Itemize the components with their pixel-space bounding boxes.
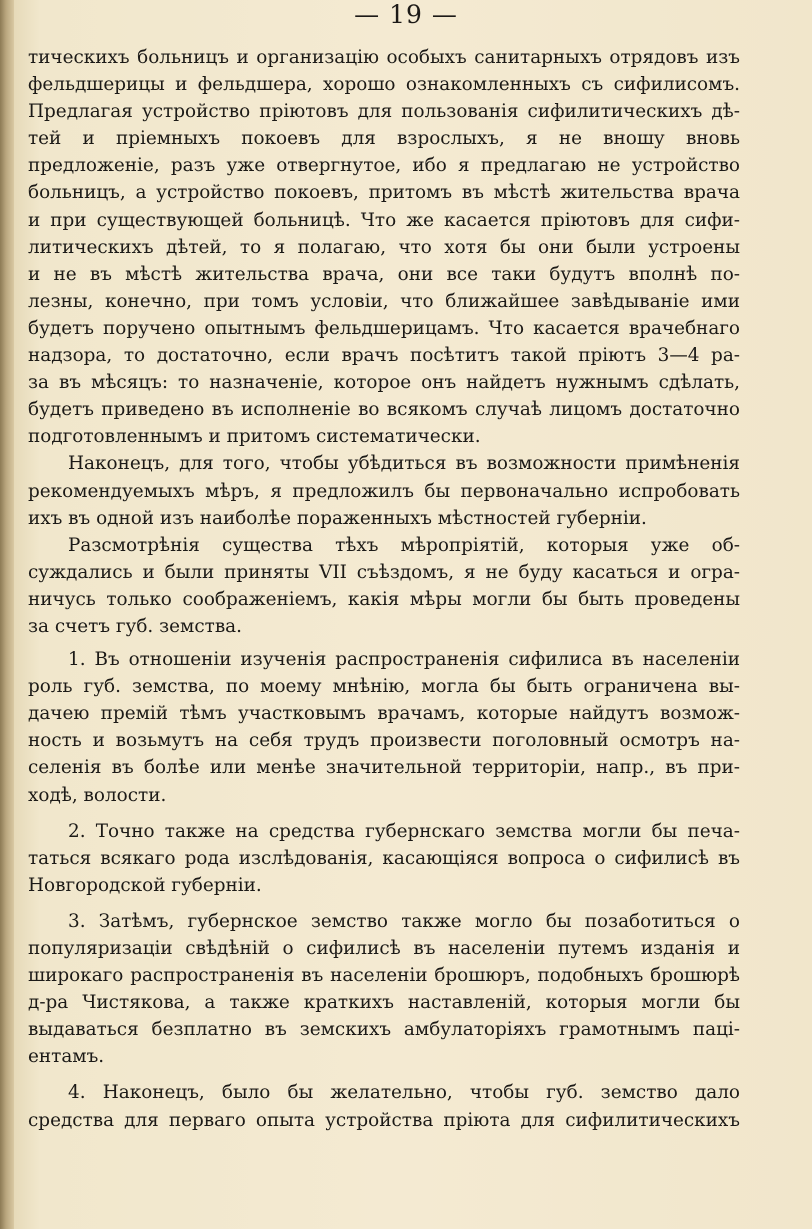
text-line: будетъ приведено въ исполненіе во всякомъ случаѣ лицомъ достаточно xyxy=(28,399,740,421)
text-line: 2. Точно также на средства губернскаго земства могли бы печа- xyxy=(68,820,740,842)
text-line: Наконецъ, для того, чтобы убѣдиться въ возможности примѣненія xyxy=(68,453,740,475)
text-line: широкаго распространенія въ населеніи брошюръ, подобныхъ брошюрѣ xyxy=(28,965,740,987)
text-line: литическихъ дѣтей, то я полагаю, что хотя бы они были устроены xyxy=(28,236,740,258)
text-line: выдаваться безплатно въ земскихъ амбулаторіяхъ грамотнымъ паці- xyxy=(28,1019,740,1041)
text-line: тей и пріемныхъ покоевъ для взрослыхъ, я не вношу вновь xyxy=(28,128,740,150)
book-binding-edge xyxy=(0,0,14,1229)
text-line: 1. Въ отношеніи изученія распространенія сифилиса въ населеніи xyxy=(68,649,740,671)
text-line: тическихъ больницъ и организацію особыхъ санитарныхъ отрядовъ изъ xyxy=(28,47,740,68)
text-line: за счетъ губ. земства. xyxy=(28,615,242,637)
text-line: таться всякаго рода изслѣдованія, касающіяся вопроса о сифилисѣ въ xyxy=(28,847,740,869)
text-line: популяризаціи свѣдѣній о сифилисѣ въ населеніи путемъ изданія и xyxy=(28,938,740,959)
text-line: дачею премій тѣмъ участковымъ врачамъ, которые найдутъ возмож- xyxy=(28,703,740,725)
text-line: Предлагая устройство пріютовъ для пользованія сифилитическихъ дѣ- xyxy=(28,101,740,123)
text-line: фельдшерицы и фельдшера, хорошо ознакомленныхъ съ сифилисомъ. xyxy=(28,74,740,96)
text-line: ходѣ, волости. xyxy=(28,784,167,806)
text-line: ничусь только соображеніемъ, какія мѣры могли бы быть проведены xyxy=(28,588,740,610)
text-line: селенія въ болѣе или менѣе значительной территоріи, напр., въ при- xyxy=(28,757,740,779)
text-line: ентамъ. xyxy=(28,1046,105,1068)
text-line: средства для перваго опыта устройства пріюта для сифилитическихъ xyxy=(28,1109,740,1131)
text-line: лезны, конечно, при томъ условіи, что ближайшее завѣдываніе ими xyxy=(28,290,740,312)
text-line: ность и возьмутъ на себя трудъ произвести поголовный осмотръ на- xyxy=(28,730,740,752)
text-line: подготовленнымъ и притомъ систематически. xyxy=(28,426,481,448)
text-line: рекомендуемыхъ мѣръ, я предложилъ бы первоначально испробовать xyxy=(28,480,740,502)
text-line: Разсмотрѣнія существа тѣхъ мѣропріятій, которыя уже об- xyxy=(68,534,740,556)
text-line: надзора, то достаточно, если врачъ посѣтитъ такой пріютъ 3—4 ра- xyxy=(28,345,740,367)
text-line: больницъ, а устройство покоевъ, притомъ въ мѣстѣ жительства врача xyxy=(28,182,740,204)
text-line: за въ мѣсяцъ: то назначеніе, которое онъ найдетъ нужнымъ сдѣлать, xyxy=(28,372,740,394)
text-line: роль губ. земства, по моему мнѣнію, могла бы быть ограничена вы- xyxy=(28,676,740,698)
text-line: предложеніе, разъ уже отвергнутое, ибо я предлагаю не устройство xyxy=(28,155,740,177)
text-line: и не въ мѣстѣ жительства врача, они все таки будутъ вполнѣ по- xyxy=(28,263,740,285)
page-number: — 19 — xyxy=(354,0,458,29)
text-line: 3. Затѣмъ, губернское земство также могло бы позаботиться о xyxy=(68,910,740,932)
text-line: 4. Наконецъ, было бы желательно, чтобы губ. земство дало xyxy=(68,1082,740,1104)
text-line: Новгородской губерніи. xyxy=(28,874,262,896)
text-line: суждались и были приняты VII съѣздомъ, я не буду касаться и огра- xyxy=(28,561,740,583)
body-text xyxy=(28,44,740,1134)
text-line: и при существующей больницѣ. Что же касается пріютовъ для сифи- xyxy=(28,209,740,231)
text-line: ихъ въ одной изъ наиболѣе пораженныхъ мѣстностей губерніи. xyxy=(28,507,647,529)
text-line: будетъ поручено опытнымъ фельдшерицамъ. Что касается врачебнаго xyxy=(28,317,740,339)
text-line: д-ра Чистякова, а также краткихъ наставленій, которыя могли бы xyxy=(28,992,740,1014)
